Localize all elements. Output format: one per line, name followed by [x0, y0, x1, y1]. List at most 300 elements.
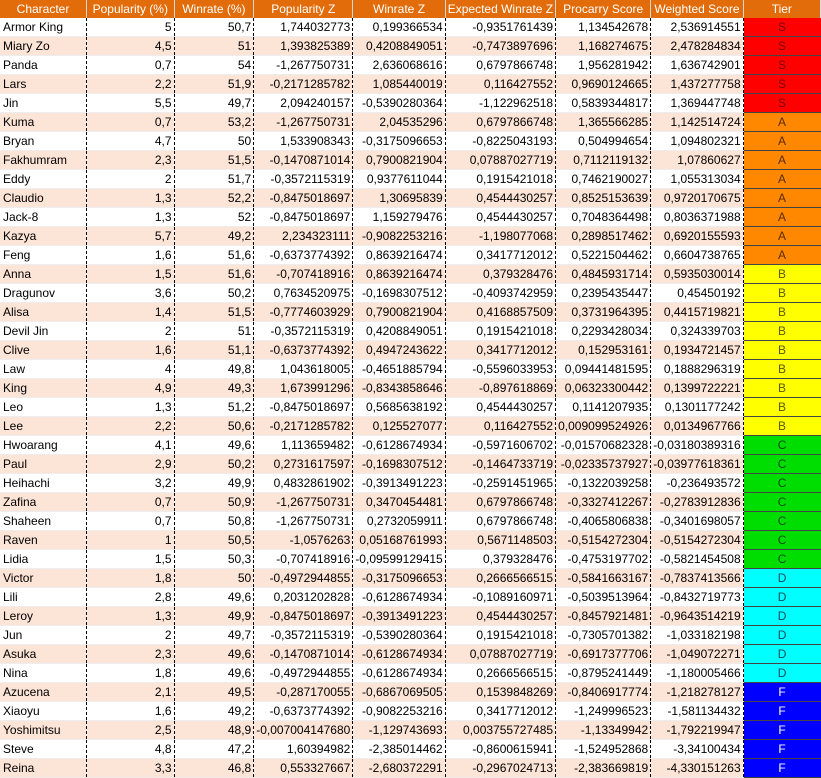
value-cell[interactable]: 1,636742901	[651, 56, 743, 75]
character-cell[interactable]: Alisa	[0, 303, 87, 322]
character-cell[interactable]: Shaheen	[0, 512, 87, 531]
value-cell[interactable]: 0,5221504462	[556, 246, 651, 265]
value-cell[interactable]: 2	[87, 626, 175, 645]
value-cell[interactable]: -0,5390280364	[353, 94, 445, 113]
value-cell[interactable]: 0,6797866748	[445, 56, 555, 75]
value-cell[interactable]: 1,956281942	[556, 56, 651, 75]
tier-cell[interactable]: C	[743, 512, 820, 531]
value-cell[interactable]: -0,8795241449	[556, 664, 651, 683]
character-cell[interactable]: Azucena	[0, 683, 87, 702]
value-cell[interactable]: -1,129743693	[353, 721, 445, 740]
value-cell[interactable]: 50,3	[174, 550, 254, 569]
value-cell[interactable]: 0,7	[87, 512, 175, 531]
value-cell[interactable]: -0,6128674934	[353, 645, 445, 664]
value-cell[interactable]: 0,7112119132	[556, 151, 651, 170]
value-cell[interactable]: 1,134542678	[556, 18, 651, 37]
value-cell[interactable]: 0,2666566515	[445, 569, 555, 588]
value-cell[interactable]: 0,553327667	[254, 759, 353, 778]
value-cell[interactable]: -0,3913491223	[353, 474, 445, 493]
value-cell[interactable]: 3,2	[87, 474, 175, 493]
value-cell[interactable]: -0,5841663167	[556, 569, 651, 588]
value-cell[interactable]: 51,9	[174, 75, 254, 94]
value-cell[interactable]: 51,5	[174, 303, 254, 322]
value-cell[interactable]: 3,6	[87, 284, 175, 303]
character-cell[interactable]: Lili	[0, 588, 87, 607]
value-cell[interactable]: -0,1698307512	[353, 455, 445, 474]
value-cell[interactable]: -0,3572115319	[254, 322, 353, 341]
tier-cell[interactable]: F	[743, 759, 820, 778]
value-cell[interactable]: 2	[87, 322, 175, 341]
value-cell[interactable]: -1,267750731	[254, 56, 353, 75]
column-header[interactable]: Winrate Z	[353, 0, 445, 18]
value-cell[interactable]: 50	[174, 132, 254, 151]
value-cell[interactable]: 0,7	[87, 493, 175, 512]
character-cell[interactable]: Lee	[0, 417, 87, 436]
tier-cell[interactable]: C	[743, 436, 820, 455]
value-cell[interactable]: 4,7	[87, 132, 175, 151]
value-cell[interactable]: -0,6128674934	[353, 436, 445, 455]
value-cell[interactable]: -0,8343858646	[353, 379, 445, 398]
value-cell[interactable]: 0,1888296319	[651, 360, 743, 379]
value-cell[interactable]: 0,06323300442	[556, 379, 651, 398]
column-header[interactable]: Procarry Score	[556, 0, 651, 18]
value-cell[interactable]: 0,2666566515	[445, 664, 555, 683]
value-cell[interactable]: 1,6	[87, 246, 175, 265]
value-cell[interactable]: 1,744032773	[254, 18, 353, 37]
value-cell[interactable]: 0,4947243622	[353, 341, 445, 360]
tier-cell[interactable]: D	[743, 588, 820, 607]
value-cell[interactable]: 1,393825389	[254, 37, 353, 56]
value-cell[interactable]: -1,267750731	[254, 493, 353, 512]
tier-cell[interactable]: S	[743, 56, 820, 75]
value-cell[interactable]: 47,2	[174, 740, 254, 759]
value-cell[interactable]: 0,379328476	[445, 550, 555, 569]
value-cell[interactable]: 0,09441481595	[556, 360, 651, 379]
value-cell[interactable]: 2,234323111	[254, 227, 353, 246]
value-cell[interactable]: -0,8432719773	[651, 588, 743, 607]
value-cell[interactable]: 0,8036371988	[651, 208, 743, 227]
value-cell[interactable]: 51,6	[174, 265, 254, 284]
tier-cell[interactable]: F	[743, 702, 820, 721]
tier-cell[interactable]: C	[743, 550, 820, 569]
value-cell[interactable]: -0,6128674934	[353, 588, 445, 607]
value-cell[interactable]: 0,003755727485	[445, 721, 555, 740]
character-cell[interactable]: Leo	[0, 398, 87, 417]
value-cell[interactable]: 0,4544430257	[445, 189, 555, 208]
character-cell[interactable]: Devil Jin	[0, 322, 87, 341]
character-cell[interactable]: Victor	[0, 569, 87, 588]
value-cell[interactable]: 0,7	[87, 113, 175, 132]
value-cell[interactable]: 3,3	[87, 759, 175, 778]
value-cell[interactable]: 0,1915421018	[445, 626, 555, 645]
value-cell[interactable]: 1,6	[87, 702, 175, 721]
value-cell[interactable]: -0,4972944855	[254, 664, 353, 683]
value-cell[interactable]: -0,3572115319	[254, 626, 353, 645]
value-cell[interactable]: -0,2967024713	[445, 759, 555, 778]
value-cell[interactable]: -0,6867069505	[353, 683, 445, 702]
value-cell[interactable]: 0,324339703	[651, 322, 743, 341]
value-cell[interactable]: 0,125527077	[353, 417, 445, 436]
value-cell[interactable]: 0,7462190027	[556, 170, 651, 189]
value-cell[interactable]: 0,3417712012	[445, 341, 555, 360]
value-cell[interactable]: 0,2395435447	[556, 284, 651, 303]
character-cell[interactable]: Lars	[0, 75, 87, 94]
value-cell[interactable]: -0,6373774392	[254, 246, 353, 265]
value-cell[interactable]: 1,369447748	[651, 94, 743, 113]
value-cell[interactable]: 1,3	[87, 189, 175, 208]
tier-cell[interactable]: S	[743, 75, 820, 94]
value-cell[interactable]: 50	[174, 569, 254, 588]
value-cell[interactable]: 50,5	[174, 531, 254, 550]
value-cell[interactable]: 0,3731964395	[556, 303, 651, 322]
value-cell[interactable]: 1,6	[87, 341, 175, 360]
value-cell[interactable]: 50,2	[174, 284, 254, 303]
value-cell[interactable]: -1,792219947	[651, 721, 743, 740]
character-cell[interactable]: Claudio	[0, 189, 87, 208]
value-cell[interactable]: 0,2898517462	[556, 227, 651, 246]
value-cell[interactable]: 50,6	[174, 417, 254, 436]
value-cell[interactable]: 1,3	[87, 607, 175, 626]
character-cell[interactable]: Heihachi	[0, 474, 87, 493]
value-cell[interactable]: 0,116427552	[445, 75, 555, 94]
value-cell[interactable]: 46,8	[174, 759, 254, 778]
value-cell[interactable]: 1,07860627	[651, 151, 743, 170]
value-cell[interactable]: -0,3327412267	[556, 493, 651, 512]
character-cell[interactable]: Jin	[0, 94, 87, 113]
value-cell[interactable]: 0,4208849051	[353, 37, 445, 56]
tier-cell[interactable]: S	[743, 18, 820, 37]
value-cell[interactable]: -0,2591451965	[445, 474, 555, 493]
column-header[interactable]: Weighted Score	[651, 0, 743, 18]
value-cell[interactable]: 0,5935030014	[651, 265, 743, 284]
character-cell[interactable]: Bryan	[0, 132, 87, 151]
character-cell[interactable]: Nina	[0, 664, 87, 683]
value-cell[interactable]: -0,03977618361	[651, 455, 743, 474]
value-cell[interactable]: 2,3	[87, 645, 175, 664]
value-cell[interactable]: 0,8639216474	[353, 265, 445, 284]
character-cell[interactable]: King	[0, 379, 87, 398]
character-cell[interactable]: Yoshimitsu	[0, 721, 87, 740]
value-cell[interactable]: 0,379328476	[445, 265, 555, 284]
value-cell[interactable]: -0,4093742959	[445, 284, 555, 303]
value-cell[interactable]: 49,9	[174, 474, 254, 493]
value-cell[interactable]: -0,707418916	[254, 550, 353, 569]
value-cell[interactable]: 2,5	[87, 721, 175, 740]
character-cell[interactable]: Feng	[0, 246, 87, 265]
value-cell[interactable]: -0,7837413566	[651, 569, 743, 588]
value-cell[interactable]: 2,2	[87, 417, 175, 436]
value-cell[interactable]: 1,055313034	[651, 170, 743, 189]
value-cell[interactable]: 54	[174, 56, 254, 75]
character-cell[interactable]: Reina	[0, 759, 87, 778]
value-cell[interactable]: -1,581134432	[651, 702, 743, 721]
value-cell[interactable]: 0,7048364498	[556, 208, 651, 227]
character-cell[interactable]: Dragunov	[0, 284, 87, 303]
value-cell[interactable]: -0,8406917774	[556, 683, 651, 702]
tier-cell[interactable]: B	[743, 417, 820, 436]
value-cell[interactable]: 0,7	[87, 56, 175, 75]
value-cell[interactable]: 0,3470454481	[353, 493, 445, 512]
value-cell[interactable]: 4,9	[87, 379, 175, 398]
value-cell[interactable]: 51,2	[174, 398, 254, 417]
value-cell[interactable]: -0,3913491223	[353, 607, 445, 626]
value-cell[interactable]: 1,3	[87, 208, 175, 227]
value-cell[interactable]: 0,4544430257	[445, 208, 555, 227]
value-cell[interactable]: 0,7634520975	[254, 284, 353, 303]
character-cell[interactable]: Jack-8	[0, 208, 87, 227]
column-header[interactable]: Tier	[743, 0, 820, 18]
tier-cell[interactable]: A	[743, 208, 820, 227]
value-cell[interactable]: -0,6373774392	[254, 341, 353, 360]
value-cell[interactable]: 5,7	[87, 227, 175, 246]
character-cell[interactable]: Raven	[0, 531, 87, 550]
value-cell[interactable]: -0,9351761439	[445, 18, 555, 37]
value-cell[interactable]: -0,4065806838	[556, 512, 651, 531]
value-cell[interactable]: 2,536914551	[651, 18, 743, 37]
value-cell[interactable]: -1,267750731	[254, 113, 353, 132]
value-cell[interactable]: 53,2	[174, 113, 254, 132]
value-cell[interactable]: -0,02335737927	[556, 455, 651, 474]
value-cell[interactable]: 0,9690124665	[556, 75, 651, 94]
value-cell[interactable]: -0,4972944855	[254, 569, 353, 588]
value-cell[interactable]: 1,5	[87, 265, 175, 284]
value-cell[interactable]: 0,6797866748	[445, 113, 555, 132]
tier-cell[interactable]: B	[743, 265, 820, 284]
value-cell[interactable]: -0,7305701382	[556, 626, 651, 645]
value-cell[interactable]: 0,009099524926	[556, 417, 651, 436]
value-cell[interactable]: -0,3401698057	[651, 512, 743, 531]
value-cell[interactable]: 50,2	[174, 455, 254, 474]
character-cell[interactable]: Asuka	[0, 645, 87, 664]
value-cell[interactable]: 0,07887027719	[445, 645, 555, 664]
value-cell[interactable]: 0,8639216474	[353, 246, 445, 265]
value-cell[interactable]: 1	[87, 531, 175, 550]
value-cell[interactable]: -0,03180389316	[651, 436, 743, 455]
value-cell[interactable]: -2,385014462	[353, 740, 445, 759]
value-cell[interactable]: 2,3	[87, 151, 175, 170]
value-cell[interactable]: 49,6	[174, 645, 254, 664]
value-cell[interactable]: -0,1698307512	[353, 284, 445, 303]
character-cell[interactable]: Miary Zo	[0, 37, 87, 56]
value-cell[interactable]: -0,897618869	[445, 379, 555, 398]
value-cell[interactable]: 49,2	[174, 227, 254, 246]
value-cell[interactable]: 0,504994654	[556, 132, 651, 151]
value-cell[interactable]: 2,094240157	[254, 94, 353, 113]
value-cell[interactable]: -0,3572115319	[254, 170, 353, 189]
value-cell[interactable]: 49,5	[174, 683, 254, 702]
value-cell[interactable]: 0,116427552	[445, 417, 555, 436]
value-cell[interactable]: 51	[174, 37, 254, 56]
value-cell[interactable]: -0,9082253216	[353, 702, 445, 721]
tier-cell[interactable]: B	[743, 303, 820, 322]
value-cell[interactable]: -1,218278127	[651, 683, 743, 702]
value-cell[interactable]: -0,8600615941	[445, 740, 555, 759]
tier-cell[interactable]: A	[743, 132, 820, 151]
tier-cell[interactable]: C	[743, 474, 820, 493]
value-cell[interactable]: 0,45450192	[651, 284, 743, 303]
value-cell[interactable]: 0,199366534	[353, 18, 445, 37]
value-cell[interactable]: -0,707418916	[254, 265, 353, 284]
value-cell[interactable]: -0,4651885794	[353, 360, 445, 379]
value-cell[interactable]: 2	[87, 170, 175, 189]
value-cell[interactable]: 0,4208849051	[353, 322, 445, 341]
value-cell[interactable]: 0,2731617597	[254, 455, 353, 474]
character-cell[interactable]: Xiaoyu	[0, 702, 87, 721]
tier-cell[interactable]: D	[743, 626, 820, 645]
value-cell[interactable]: 2,9	[87, 455, 175, 474]
value-cell[interactable]: -0,8475018697	[254, 607, 353, 626]
tier-cell[interactable]: A	[743, 170, 820, 189]
value-cell[interactable]: 0,4544430257	[445, 398, 555, 417]
tier-cell[interactable]: S	[743, 37, 820, 56]
value-cell[interactable]: -0,9082253216	[353, 227, 445, 246]
character-cell[interactable]: Panda	[0, 56, 87, 75]
value-cell[interactable]: 51,7	[174, 170, 254, 189]
value-cell[interactable]: -0,2171285782	[254, 75, 353, 94]
value-cell[interactable]: 49,8	[174, 360, 254, 379]
value-cell[interactable]: 0,1301177242	[651, 398, 743, 417]
value-cell[interactable]: -0,2171285782	[254, 417, 353, 436]
value-cell[interactable]: 0,3417712012	[445, 702, 555, 721]
character-cell[interactable]: Fakhumram	[0, 151, 87, 170]
value-cell[interactable]: -0,5390280364	[353, 626, 445, 645]
value-cell[interactable]: -1,122962518	[445, 94, 555, 113]
value-cell[interactable]: -1,13349942	[556, 721, 651, 740]
value-cell[interactable]: 0,8525153639	[556, 189, 651, 208]
tier-cell[interactable]: B	[743, 398, 820, 417]
value-cell[interactable]: -0,8475018697	[254, 189, 353, 208]
value-cell[interactable]: 1,437277758	[651, 75, 743, 94]
value-cell[interactable]: 0,152953161	[556, 341, 651, 360]
tier-cell[interactable]: F	[743, 721, 820, 740]
value-cell[interactable]: 1,3	[87, 398, 175, 417]
value-cell[interactable]: 2,8	[87, 588, 175, 607]
value-cell[interactable]: 49,7	[174, 626, 254, 645]
value-cell[interactable]: -0,7473897696	[445, 37, 555, 56]
value-cell[interactable]: 49,7	[174, 94, 254, 113]
value-cell[interactable]: 1,365566285	[556, 113, 651, 132]
value-cell[interactable]: 0,1915421018	[445, 322, 555, 341]
value-cell[interactable]: 4,1	[87, 436, 175, 455]
column-header[interactable]: Expected Winrate Z	[445, 0, 555, 18]
column-header[interactable]: Character	[0, 0, 87, 18]
value-cell[interactable]: -1,180005466	[651, 664, 743, 683]
value-cell[interactable]: 52,2	[174, 189, 254, 208]
tier-cell[interactable]: A	[743, 246, 820, 265]
value-cell[interactable]: 49,6	[174, 664, 254, 683]
value-cell[interactable]: 0,6797866748	[445, 493, 555, 512]
value-cell[interactable]: -0,5039513964	[556, 588, 651, 607]
tier-cell[interactable]: B	[743, 322, 820, 341]
value-cell[interactable]: -1,033182198	[651, 626, 743, 645]
value-cell[interactable]: 5	[87, 18, 175, 37]
value-cell[interactable]: 51,1	[174, 341, 254, 360]
value-cell[interactable]: -0,6917377706	[556, 645, 651, 664]
value-cell[interactable]: 1,168274675	[556, 37, 651, 56]
value-cell[interactable]: -0,7774603929	[254, 303, 353, 322]
value-cell[interactable]: -0,5154272304	[651, 531, 743, 550]
value-cell[interactable]: 49,6	[174, 588, 254, 607]
value-cell[interactable]: 2,636068616	[353, 56, 445, 75]
value-cell[interactable]: 0,07887027719	[445, 151, 555, 170]
value-cell[interactable]: 0,0134967766	[651, 417, 743, 436]
value-cell[interactable]: 0,2732059911	[353, 512, 445, 531]
value-cell[interactable]: 1,4	[87, 303, 175, 322]
tier-cell[interactable]: A	[743, 227, 820, 246]
value-cell[interactable]: 0,1141207935	[556, 398, 651, 417]
value-cell[interactable]: -0,5821454508	[651, 550, 743, 569]
value-cell[interactable]: -0,09599129415	[353, 550, 445, 569]
value-cell[interactable]: 2,2	[87, 75, 175, 94]
value-cell[interactable]: 49,9	[174, 607, 254, 626]
value-cell[interactable]: 0,5685638192	[353, 398, 445, 417]
value-cell[interactable]: -0,3175096653	[353, 132, 445, 151]
character-cell[interactable]: Paul	[0, 455, 87, 474]
value-cell[interactable]: 0,4168857509	[445, 303, 555, 322]
value-cell[interactable]: -1,249996523	[556, 702, 651, 721]
tier-cell[interactable]: C	[743, 531, 820, 550]
tier-cell[interactable]: A	[743, 151, 820, 170]
value-cell[interactable]: 1,673991296	[254, 379, 353, 398]
value-cell[interactable]: -0,287170055	[254, 683, 353, 702]
value-cell[interactable]: -0,01570682328	[556, 436, 651, 455]
value-cell[interactable]: 49,3	[174, 379, 254, 398]
value-cell[interactable]: 2,478284834	[651, 37, 743, 56]
character-cell[interactable]: Zafina	[0, 493, 87, 512]
value-cell[interactable]: 1,8	[87, 664, 175, 683]
value-cell[interactable]: 0,7900821904	[353, 151, 445, 170]
value-cell[interactable]: -0,8475018697	[254, 208, 353, 227]
tier-cell[interactable]: B	[743, 379, 820, 398]
character-cell[interactable]: Law	[0, 360, 87, 379]
tier-cell[interactable]: F	[743, 683, 820, 702]
character-cell[interactable]: Lidia	[0, 550, 87, 569]
value-cell[interactable]: 50,8	[174, 512, 254, 531]
value-cell[interactable]: -0,6128674934	[353, 664, 445, 683]
value-cell[interactable]: 0,1934721457	[651, 341, 743, 360]
value-cell[interactable]: -0,1470871014	[254, 151, 353, 170]
character-cell[interactable]: Leroy	[0, 607, 87, 626]
value-cell[interactable]: 0,4832861902	[254, 474, 353, 493]
tier-cell[interactable]: S	[743, 94, 820, 113]
value-cell[interactable]: -0,5971606702	[445, 436, 555, 455]
value-cell[interactable]: -0,2783912836	[651, 493, 743, 512]
value-cell[interactable]: -0,007004147680	[254, 721, 353, 740]
value-cell[interactable]: -0,1464733719	[445, 455, 555, 474]
value-cell[interactable]: -0,5596033953	[445, 360, 555, 379]
value-cell[interactable]: -0,1322039258	[556, 474, 651, 493]
value-cell[interactable]: 2,04535296	[353, 113, 445, 132]
character-cell[interactable]: Hwoarang	[0, 436, 87, 455]
value-cell[interactable]: -0,3175096653	[353, 569, 445, 588]
value-cell[interactable]: 1,30695839	[353, 189, 445, 208]
value-cell[interactable]: 50,7	[174, 18, 254, 37]
value-cell[interactable]: 52	[174, 208, 254, 227]
tier-cell[interactable]: F	[743, 740, 820, 759]
value-cell[interactable]: 1,60394982	[254, 740, 353, 759]
value-cell[interactable]: 1,8	[87, 569, 175, 588]
value-cell[interactable]: 0,3417712012	[445, 246, 555, 265]
tier-cell[interactable]: B	[743, 360, 820, 379]
value-cell[interactable]: 4,5	[87, 37, 175, 56]
value-cell[interactable]: 0,5839344817	[556, 94, 651, 113]
value-cell[interactable]: 1,142514724	[651, 113, 743, 132]
value-cell[interactable]: 0,7900821904	[353, 303, 445, 322]
value-cell[interactable]: -1,049072271	[651, 645, 743, 664]
character-cell[interactable]: Steve	[0, 740, 87, 759]
value-cell[interactable]: -0,4753197702	[556, 550, 651, 569]
value-cell[interactable]: 0,9377611044	[353, 170, 445, 189]
